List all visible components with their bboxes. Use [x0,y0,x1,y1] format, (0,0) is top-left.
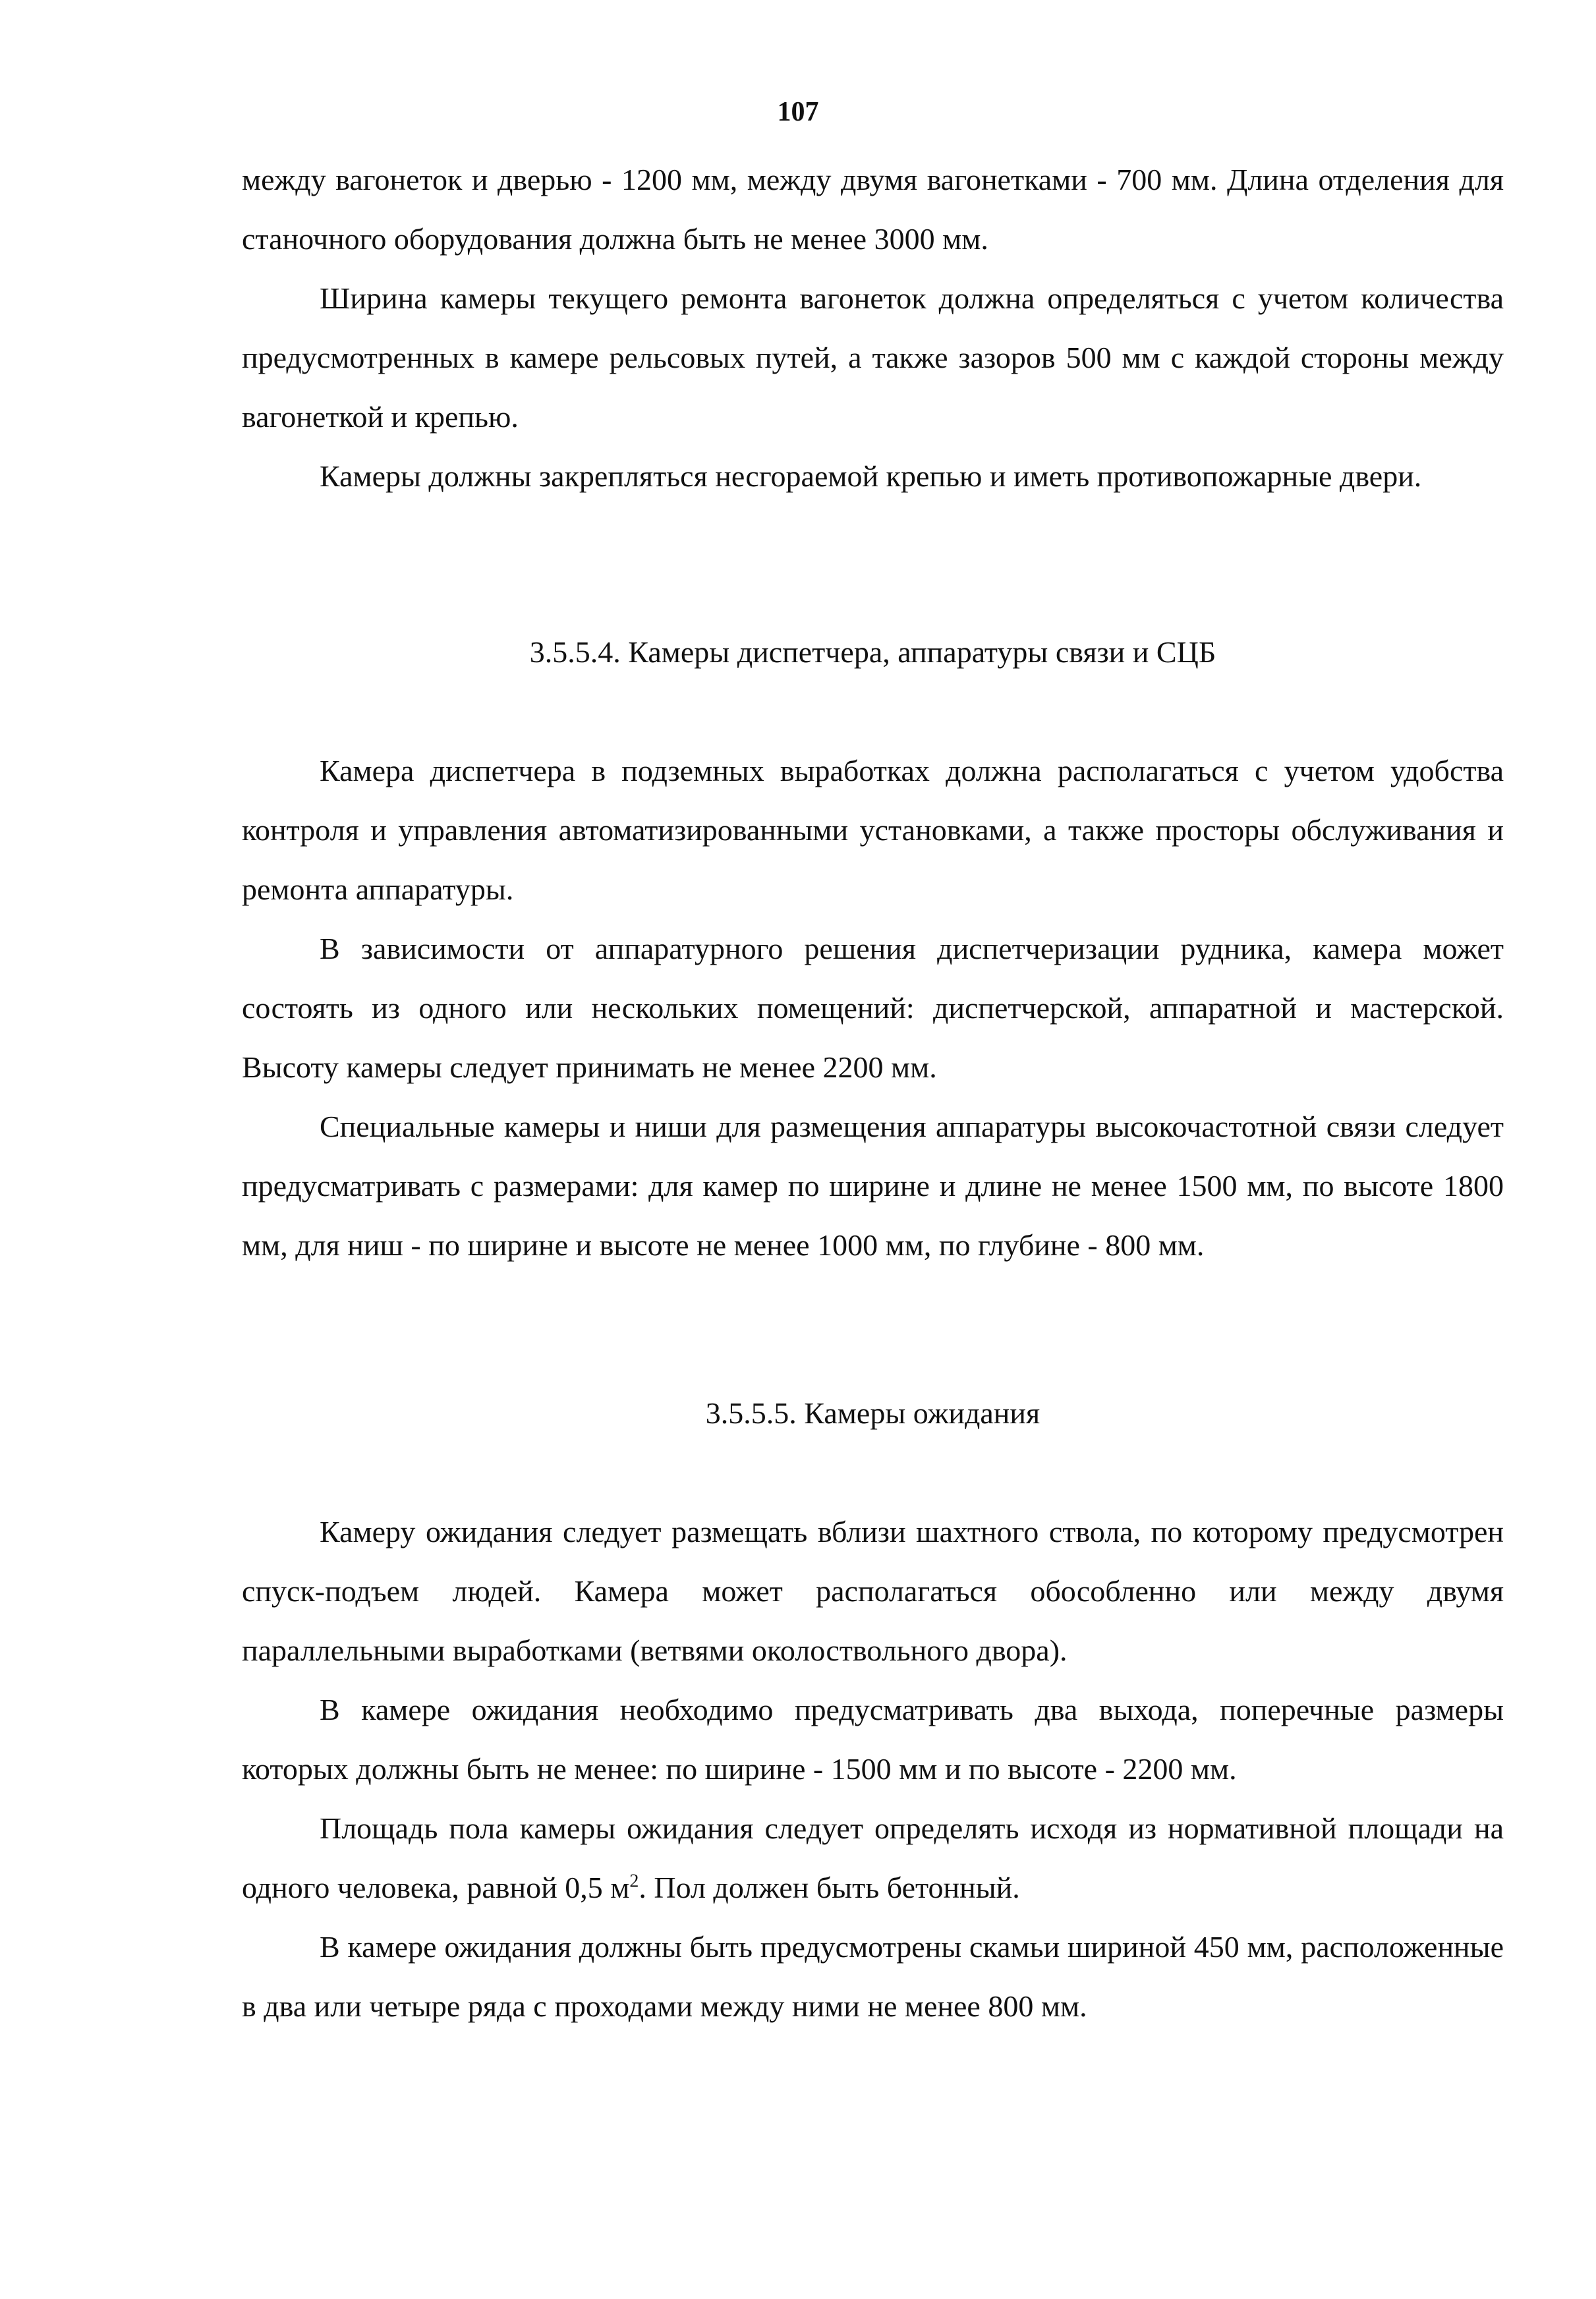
paragraph-dispatcher-location: Камера диспетчера в подземных выработках должна располагаться с учетом удобства контроля и управления автоматизированными установками, а также просторы обслуживания и ремонта аппаратуры. [242,754,1504,906]
section-heading-dispatcher: 3.5.5.4. Камеры диспетчера, аппаратуры связи и СЦБ [529,635,1216,669]
section-heading-waiting: 3.5.5.5. Камеры ожидания [705,1396,1040,1430]
paragraph-waiting-benches: В камере ожидания должны быть предусмотрены скамьи шириной 450 мм, расположенные в два или четыре ряда с проходами между ними не менее 800 мм. [242,1930,1504,2023]
paragraph-dispatcher-rooms: В зависимости от аппаратурного решения диспетчеризации рудника, камера может состоять из одного или нескольких помещений: диспетчерской, аппаратной и мастерской. Высоту камеры следует принимать не менее 2200 мм. [242,932,1504,1084]
paragraph-intro-continuation: между вагонеток и дверью - 1200 мм, между двумя вагонетками - 700 мм. Длина отделения для станочного оборудования должна быть не менее 3000 мм. [242,163,1504,256]
paragraph-hf-equipment: Специальные камеры и ниши для размещения аппаратуры высокочастотной связи следует предусматривать с размерами: для камер по ширине и длине не менее 1500 мм, по высоте 1800 мм, для ниш - по ширине и высоте не менее 1000 мм, по глубине - 800 мм. [242,1110,1504,1262]
paragraph-waiting-area [242,1799,1504,1917]
area-text-after: . Пол должен быть бетонный. [639,1871,1020,1904]
section-waiting-text [242,1502,1504,2036]
area-text-before: Площадь пола камеры ожидания следует определять исходя из нормативной площади на одного человека, равной 0,5 м [242,1811,1504,1904]
page-number: 107 [777,97,819,127]
paragraph-waiting-exits: В камере ожидания необходимо предусматривать два выхода, поперечные размеры которых должны быть не менее: по ширине - 1500 мм и по высоте - 2200 мм. [242,1693,1504,1786]
area-superscript: 2 [629,1871,639,1892]
paragraph-waiting-location: Камеру ожидания следует размещать вблизи шахтного ствола, по которому предусмотрен спуск-подъем людей. Камера может располагаться обособленно или между двумя параллельными выработками (ветвями околоствольного двора). [242,1515,1504,1667]
section-dispatcher-text [242,741,1504,1275]
paragraph-repair-chamber-width: Ширина камеры текущего ремонта вагонеток должна определяться с учетом количества предусмотренных в камере рельсовых путей, а также зазоров 500 мм с каждой стороны между вагонеткой и крепью. [242,281,1504,434]
intro-text [242,150,1504,506]
paragraph-fireproof-support: Камеры должны закрепляться несгораемой крепью и иметь противопожарные двери. [320,459,1422,493]
